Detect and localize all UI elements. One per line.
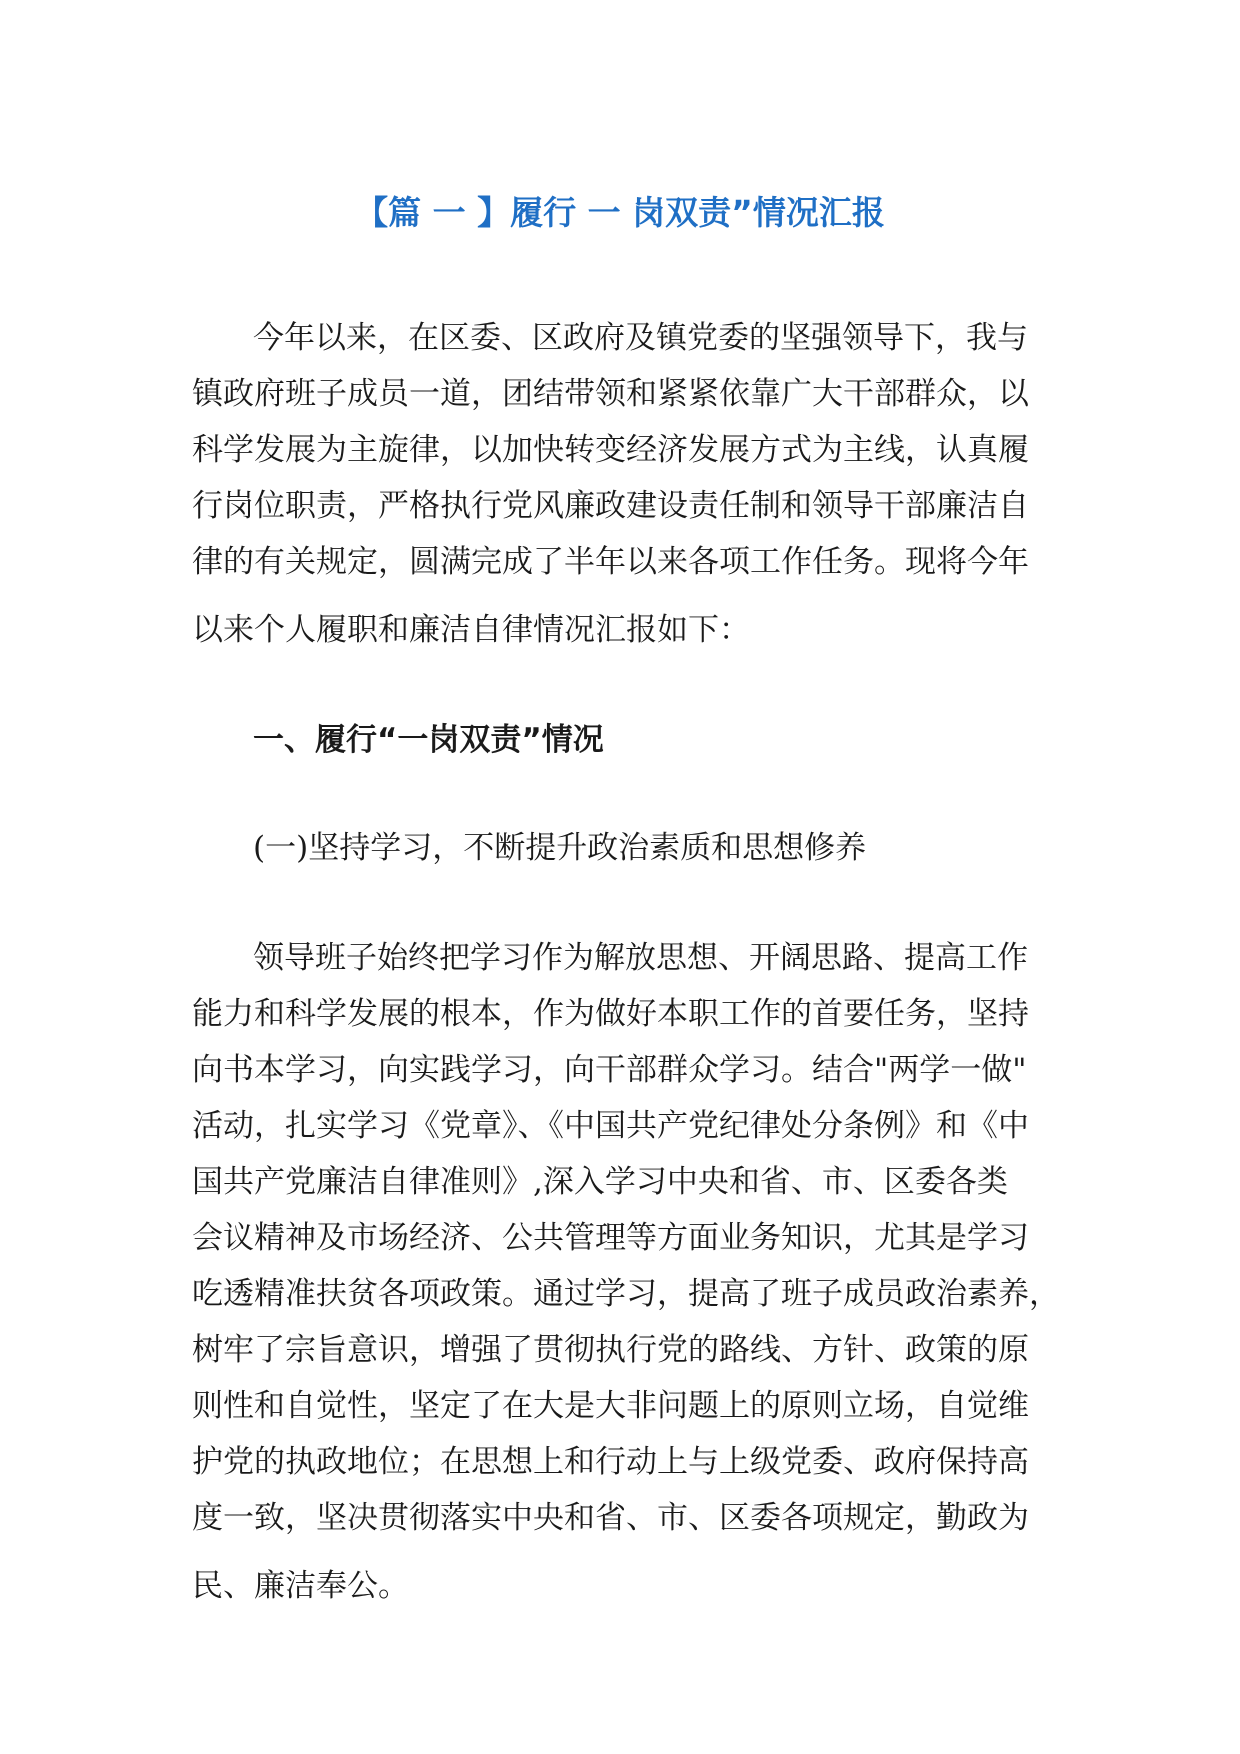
intro-line: 科学发展为主旋律，以加快转变经济发展方式为主线，认真履: [192, 432, 1029, 468]
body-line: 吃透精准扶贫各项政策。通过学习，提高了班子成员政治素养，: [192, 1276, 1060, 1312]
body-line: 树牢了宗旨意识，增强了贯彻执行党的路线、方针、政策的原: [192, 1332, 1029, 1368]
intro-line: 镇政府班子成员一道，团结带领和紧紧依靠广大干部群众，以: [192, 376, 1029, 412]
body-line: 护党的执政地位；在思想上和行动上与上级党委、政府保持高: [192, 1444, 1029, 1480]
body-line: 会议精神及市场经济、公共管理等方面业务知识，尤其是学习: [192, 1220, 1029, 1256]
subsection-heading: (一)坚持学习，不断提升政治素质和思想修养: [253, 830, 867, 866]
body-line: 民、廉洁奉公。: [192, 1568, 409, 1604]
body-line: 能力和科学发展的根本，作为做好本职工作的首要任务，坚持: [192, 996, 1029, 1032]
section-heading: 一、履行“一岗双责”情况: [253, 722, 604, 758]
intro-line: 行岗位职责，严格执行党风廉政建设责任制和领导干部廉洁自: [192, 488, 1029, 524]
body-line: 领导班子始终把学习作为解放思想、开阔思路、提高工作: [253, 940, 1028, 976]
body-line: 国共产党廉洁自律准则》,深入学习中央和省、市、区委各类: [192, 1164, 1008, 1200]
body-line: 度一致，坚决贯彻落实中央和省、市、区委各项规定，勤政为: [192, 1500, 1029, 1536]
document-title: 【篇 一 】履行 一 岗双责”情况汇报: [355, 193, 885, 232]
body-line: 则性和自觉性，坚定了在大是大非问题上的原则立场，自觉维: [192, 1388, 1029, 1424]
body-line: 活动，扎实学习《党章》、《中国共产党纪律处分条例》和《中: [192, 1108, 1029, 1144]
intro-line: 今年以来，在区委、区政府及镇党委的坚强领导下，我与: [253, 320, 1028, 356]
body-line: 向书本学习，向实践学习，向干部群众学习。结合"两学一做": [192, 1052, 1027, 1088]
intro-line: 以来个人履职和廉洁自律情况汇报如下：: [192, 612, 750, 648]
intro-line: 律的有关规定，圆满完成了半年以来各项工作任务。现将今年: [192, 544, 1029, 580]
